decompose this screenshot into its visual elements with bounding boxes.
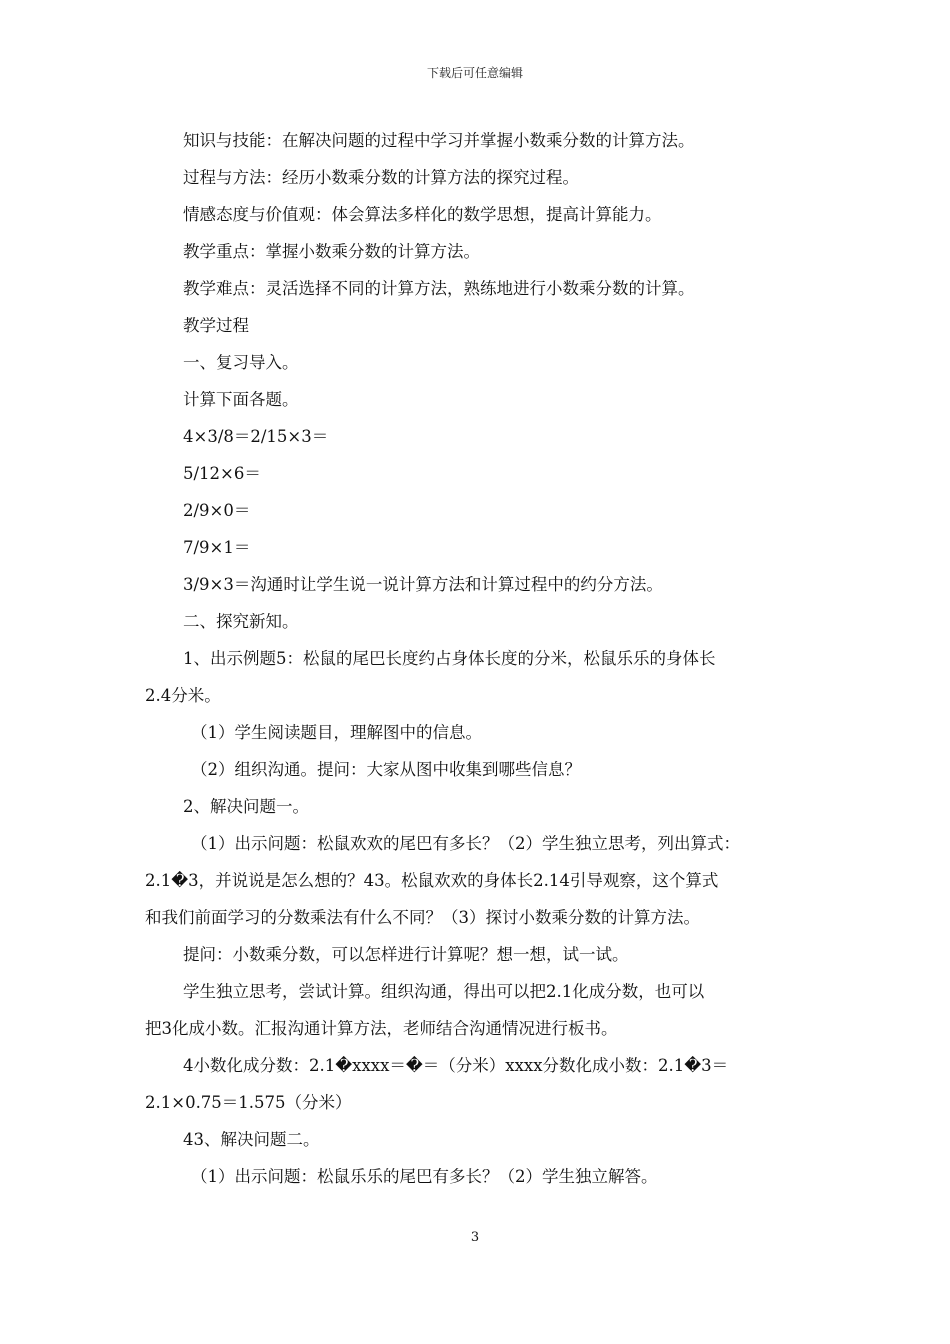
text-line: 2/9×0＝ xyxy=(183,501,251,520)
text-line: 学生独立思考，尝试计算。组织沟通，得出可以把2.1化成分数，也可以 xyxy=(183,982,705,1001)
text-line: 43、解决问题二。 xyxy=(183,1130,320,1149)
text-line: （1）出示问题：松鼠乐乐的尾巴有多长？（2）学生独立解答。 xyxy=(191,1167,658,1186)
text-line: 一、复习导入。 xyxy=(183,353,299,372)
text-line: 2.1×0.75＝1.575（分米） xyxy=(145,1093,352,1112)
page-number: 3 xyxy=(470,1230,480,1245)
text-line: 和我们前面学习的分数乘法有什么不同？（3）探讨小数乘分数的计算方法。 xyxy=(145,908,700,927)
text-line: 1、出示例题5：松鼠的尾巴长度约占身体长度的分米，松鼠乐乐的身体长 xyxy=(183,649,716,668)
text-line: 4小数化成分数：2.1�xxxx＝�＝（分米）xxxx分数化成小数：2.1�3＝ xyxy=(183,1056,729,1075)
text-line: 3/9×3＝沟通时让学生说一说计算方法和计算过程中的约分方法。 xyxy=(183,575,663,594)
text-line: 计算下面各题。 xyxy=(183,390,299,409)
text-line: 2.4分米。 xyxy=(145,686,221,705)
page-header: 下载后可任意编辑 xyxy=(426,66,523,80)
text-line: 2、解决问题一。 xyxy=(183,797,309,816)
text-line: 4×3/8＝2/15×3＝ xyxy=(183,427,329,446)
text-line: 教学重点：掌握小数乘分数的计算方法。 xyxy=(183,242,480,261)
document-body xyxy=(145,122,810,1195)
text-line: 教学过程 xyxy=(183,316,249,335)
text-line: （2）组织沟通。提问：大家从图中收集到哪些信息？ xyxy=(191,760,581,779)
text-line: 情感态度与价值观：体会算法多样化的数学思想，提高计算能力。 xyxy=(183,205,662,224)
text-line: 知识与技能：在解决问题的过程中学习并掌握小数乘分数的计算方法。 xyxy=(183,131,695,150)
text-line: （1）学生阅读题目，理解图中的信息。 xyxy=(191,723,482,742)
text-line: 5/12×6＝ xyxy=(183,464,261,483)
text-line: 教学难点：灵活选择不同的计算方法，熟练地进行小数乘分数的计算。 xyxy=(183,279,695,298)
text-line: 把3化成小数。汇报沟通计算方法，老师结合沟通情况进行板书。 xyxy=(145,1019,618,1038)
text-line: 过程与方法：经历小数乘分数的计算方法的探究过程。 xyxy=(183,168,579,187)
text-line: 提问：小数乘分数，可以怎样进行计算呢？想一想，试一试。 xyxy=(183,945,629,964)
text-line: 2.1�3，并说说是怎么想的？43。松鼠欢欢的身体长2.14引导观察，这个算式 xyxy=(145,871,719,890)
text-line: 7/9×1＝ xyxy=(183,538,251,557)
text-line: （1）出示问题：松鼠欢欢的尾巴有多长？（2）学生独立思考，列出算式： xyxy=(191,834,740,853)
text-line: 二、探究新知。 xyxy=(183,612,299,631)
